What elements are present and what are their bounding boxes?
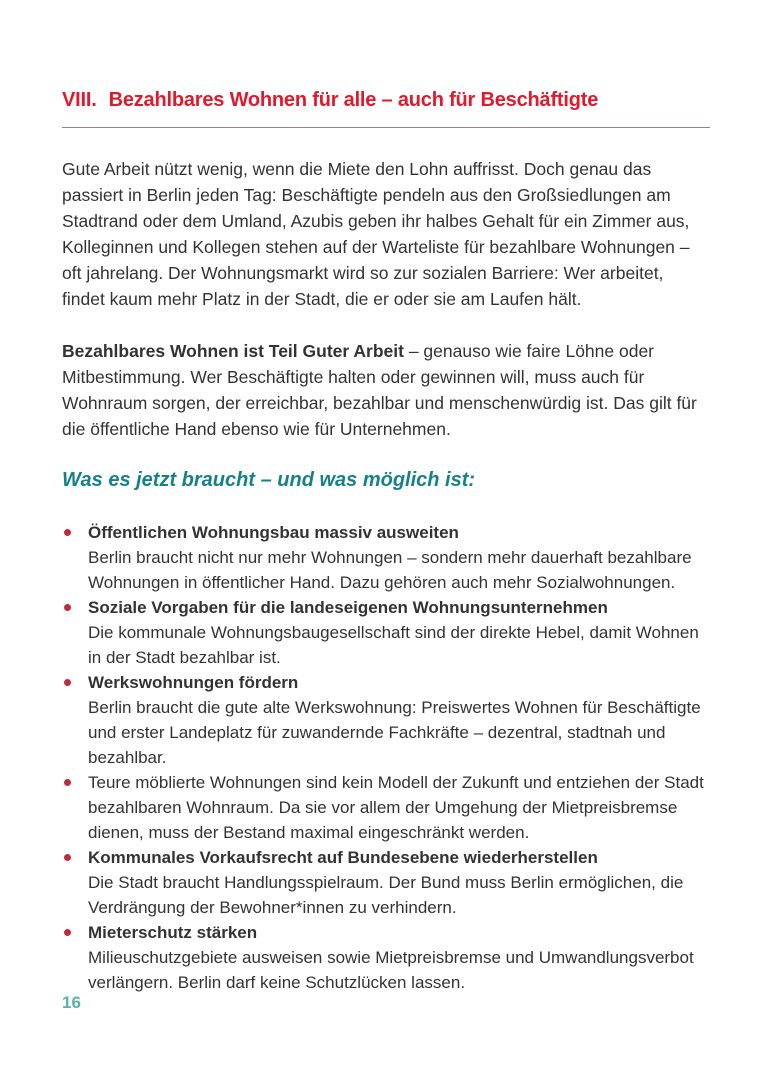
list-item-title: Soziale Vorgaben für die landeseigenen Wohnungsunternehmen: [88, 598, 608, 617]
demands-list: [62, 520, 710, 995]
list-item-body: Die Stadt braucht Handlungsspielraum. Der Bund muss Berlin ermöglichen, die Verdrängung der Bewohner*innen zu verhindern.: [88, 873, 684, 917]
list-item-body: Berlin braucht die gute alte Werkswohnung: Preiswertes Wohnen für Beschäftigte und erster Landeplatz für zuwandernde Fachkräfte – dezentral, stadtnah und bezahlbar.: [88, 698, 701, 767]
list-item-body: Teure möblierte Wohnungen sind kein Modell der Zukunft und entziehen der Stadt bezahlbaren Wohnraum. Da sie vor allem der Umgehung der Mietpreisbremse dienen, muss der Bestand maximal eingeschränkt werden.: [88, 773, 704, 842]
chapter-title-text: Bezahlbares Wohnen für alle – auch für Beschäftigte: [108, 89, 599, 111]
list-item: [62, 670, 710, 770]
list-item-title: Werkswohnungen fördern: [88, 673, 299, 692]
list-item-body: Milieuschutzgebiete ausweisen sowie Mietpreisbremse und Umwandlungsverbot verlängern. Berlin darf keine Schutzlücken lassen.: [88, 948, 694, 992]
chapter-numeral: VIII.: [62, 89, 97, 111]
title-divider: [62, 127, 710, 128]
list-item-title: Mieterschutz stärken: [88, 923, 258, 942]
second-paragraph-bold-lead: Bezahlbares Wohnen ist Teil Guter Arbeit: [62, 341, 404, 361]
page-number: 16: [62, 993, 81, 1012]
section-heading: Was es jetzt braucht – und was möglich ist:: [62, 469, 476, 491]
bullet-icon: [64, 929, 71, 936]
list-item: [62, 845, 710, 920]
page-title: [62, 0, 710, 112]
bullet-icon: [64, 854, 71, 861]
second-paragraph: [62, 338, 710, 442]
list-item: [62, 595, 710, 670]
bullet-icon: [64, 679, 71, 686]
bullet-icon: [64, 779, 71, 786]
bullet-icon: [64, 604, 71, 611]
list-item-title: Öffentlichen Wohnungsbau massiv ausweiten: [88, 523, 459, 542]
list-item-body: Berlin braucht nicht nur mehr Wohnungen – sondern mehr dauerhaft bezahlbare Wohnungen in öffentlicher Hand. Dazu gehören auch mehr Sozialwohnungen.: [88, 548, 692, 592]
list-item: [62, 520, 710, 595]
list-item: [62, 920, 710, 995]
intro-paragraph: Gute Arbeit nützt wenig, wenn die Miete den Lohn auffrisst. Doch genau das passiert in Berlin jeden Tag: Beschäftigte pendeln aus den Großsiedlungen am Stadtrand oder dem Umland, Azubis geben ihr halbes Gehalt für ein Zimmer aus, Kolleginnen und Kollegen stehen auf der Warteliste für bezahlbare Wohnungen – oft jahrelang. Der Wohnungsmarkt wird so zur sozialen Barriere: Wer arbeitet, findet kaum mehr Platz in der Stadt, die er oder sie am Laufen hält.: [62, 159, 690, 309]
list-item: [62, 770, 710, 845]
second-paragraph-rest: – genauso wie faire Löhne oder Mitbestimmung. Wer Beschäftigte halten oder gewinnen will, muss auch für Wohnraum sorgen, der erreichbar, bezahlbar und menschenwürdig ist. Das gilt für die öffentliche Hand ebenso wie für Unternehmen.: [62, 341, 697, 439]
list-item-title: Kommunales Vorkaufsrecht auf Bundesebene wiederherstellen: [88, 848, 598, 867]
list-item-body: Die kommunale Wohnungsbaugesellschaft sind der direkte Hebel, damit Wohnen in der Stadt bezahlbar ist.: [88, 623, 699, 667]
bullet-icon: [64, 529, 71, 536]
